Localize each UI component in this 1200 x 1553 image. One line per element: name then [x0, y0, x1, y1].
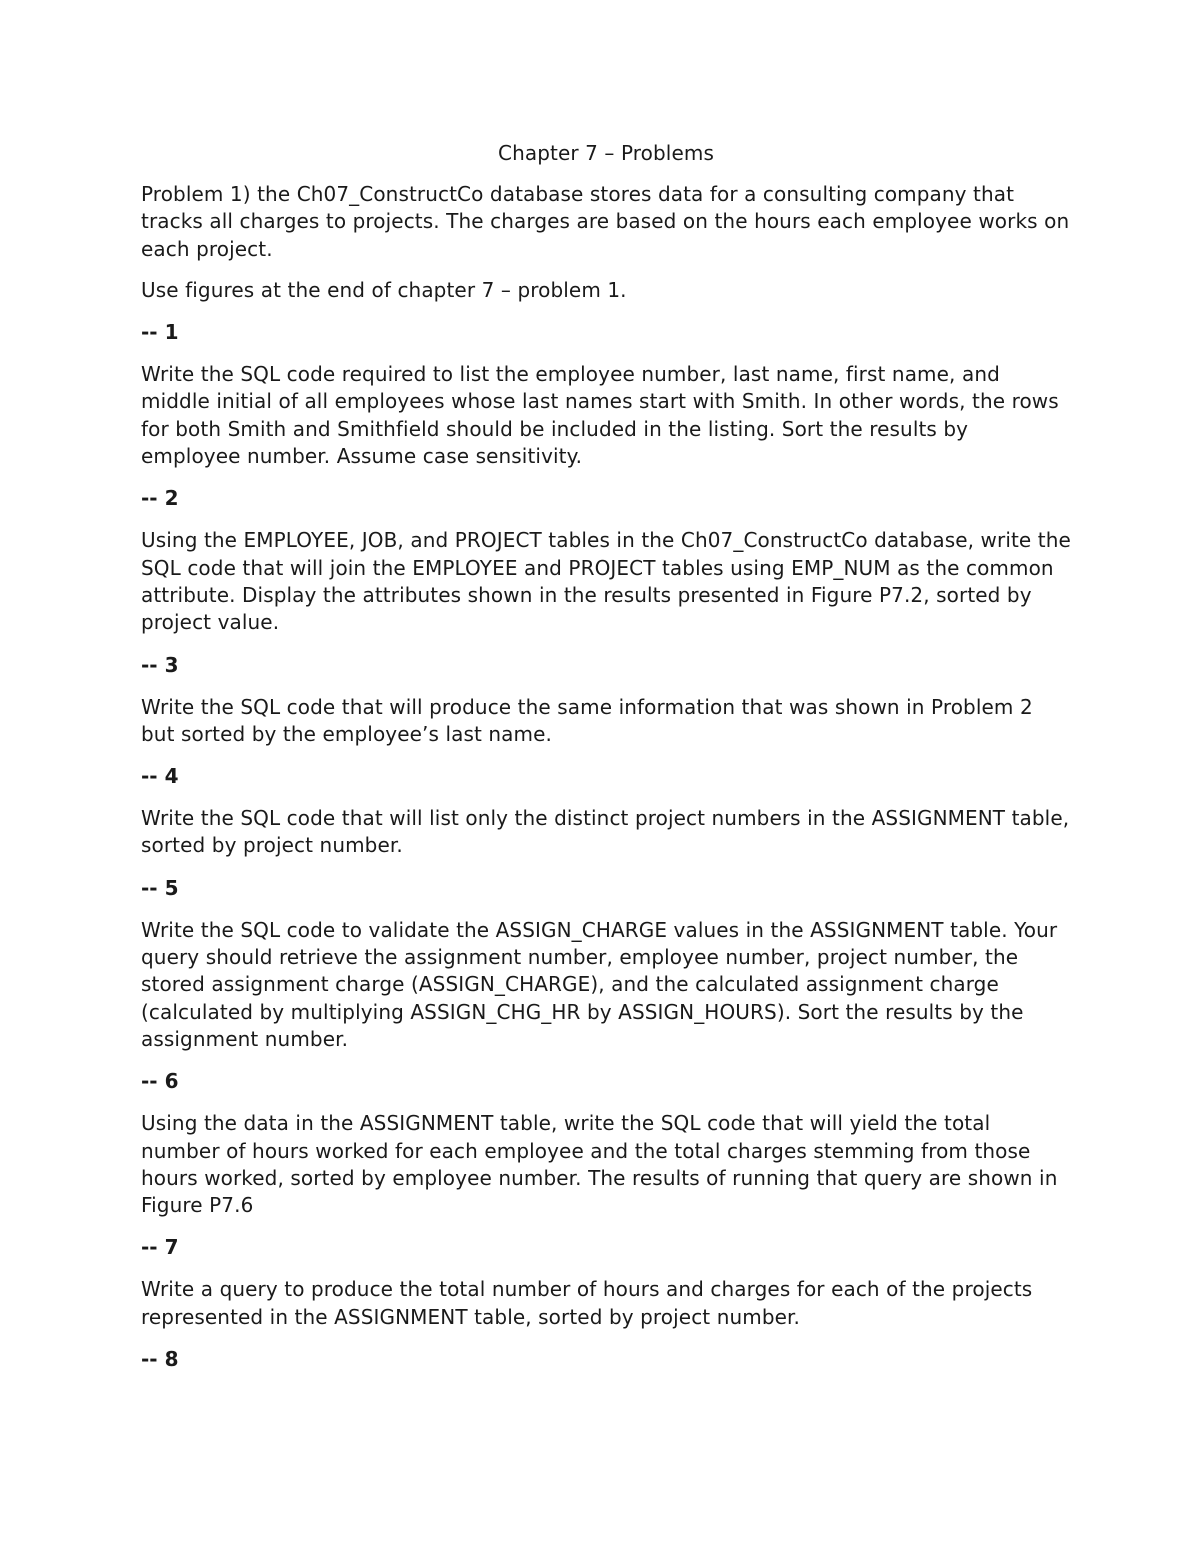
question-number: -- 1	[141, 320, 179, 345]
question-number: -- 5	[141, 875, 179, 900]
question-number: -- 7	[141, 1235, 179, 1260]
question-number: -- 6	[141, 1069, 179, 1094]
question-text: Write a query to produce the total number of hours and charges for each of the projects represented in the ASSIGNMENT table, sorted by project number.	[141, 1277, 1033, 1329]
question-number: -- 8	[141, 1347, 179, 1372]
question-text: Write the SQL code to validate the ASSIGN_CHARGE values in the ASSIGNMENT table. Your query should retrieve the assignment number, employee number, project number, the stored assignment charge (ASSIGN_CHARGE), and the calculated assignment charge (calculated by multiplying ASSIGN_CHG_HR by ASSIGN_HOURS). Sort the results by the assignment number.	[141, 917, 1058, 1051]
question-text: Write the SQL code that will produce the same information that was shown in Problem 2 but sorted by the employee’s last name.	[141, 694, 1033, 746]
intro-paragraph: Problem 1) the Ch07_ConstructCo database stores data for a consulting company that tracks all charges to projects. The charges are based on the hours each employee works on each project.	[141, 182, 1070, 261]
question-text: Using the EMPLOYEE, JOB, and PROJECT tables in the Ch07_ConstructCo database, write the SQL code that will join the EMPLOYEE and PROJECT tables using EMP_NUM as the common attribute. Display the attributes shown in the results presented in Figure P7.2, sorted by project value.	[141, 528, 1071, 635]
page-title: Chapter 7 – Problems	[498, 141, 714, 165]
question-text: Write the SQL code required to list the employee number, last name, first name, and middle initial of all employees whose last names start with Smith. In other words, the rows for both Smith and Smithfield should be included in the listing. Sort the results by employee number. Assume case sensitivity.	[141, 362, 1059, 469]
document-body	[141, 139, 1071, 1388]
question-number: -- 2	[141, 486, 179, 511]
question-text: Using the data in the ASSIGNMENT table, write the SQL code that will yield the total number of hours worked for each employee and the total charges stemming from those hours worked, sorted by employee number. The results of running that query are shown in Figure P7.6	[141, 1111, 1058, 1218]
question-text: Write the SQL code that will list only the distinct project numbers in the ASSIGNMENT table, sorted by project number.	[141, 806, 1070, 858]
intro-paragraph: Use figures at the end of chapter 7 – problem 1.	[141, 277, 627, 302]
question-number: -- 4	[141, 764, 179, 789]
question-number: -- 3	[141, 652, 179, 677]
